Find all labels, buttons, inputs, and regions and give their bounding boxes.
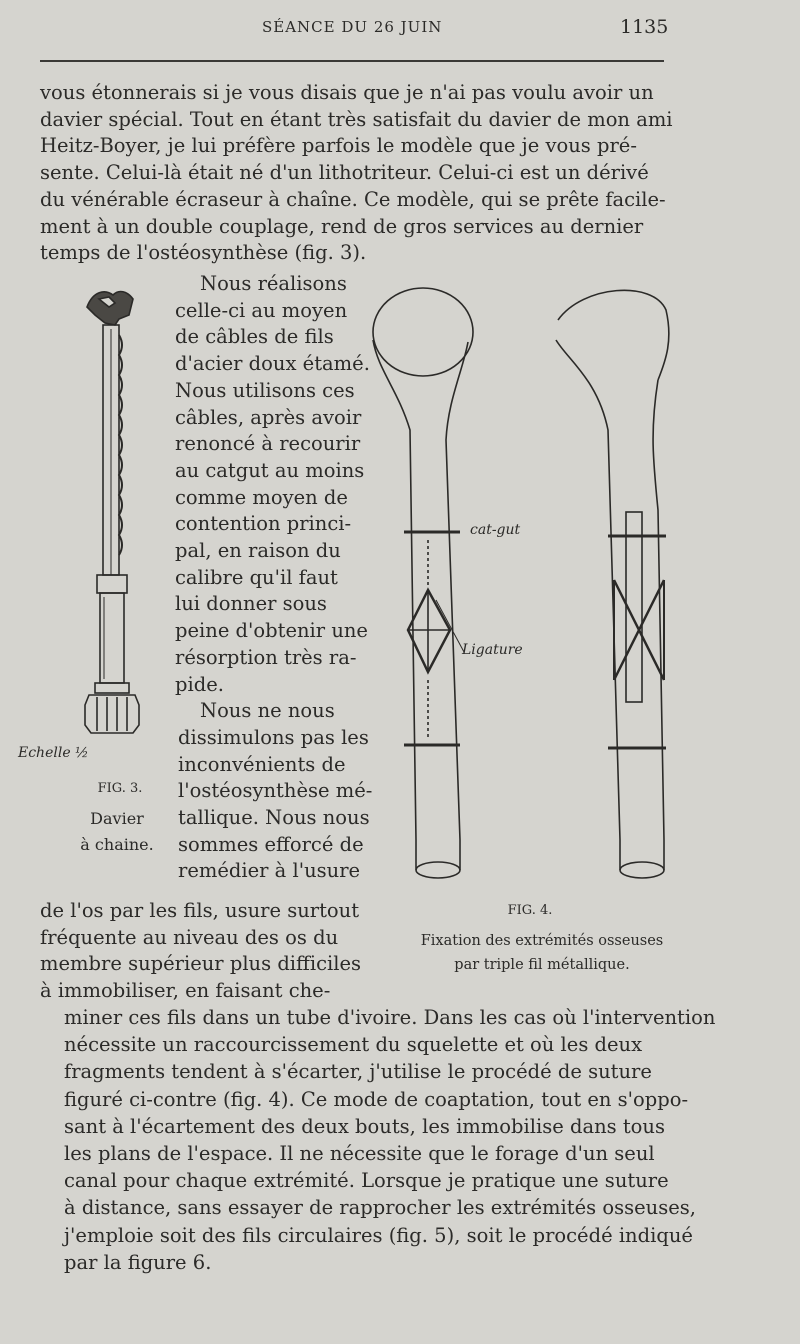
header-rule [40, 60, 664, 62]
fig4-caption-line1: Fixation des extrémités osseuses [420, 933, 664, 949]
figure-3-davier-illustration [75, 285, 165, 735]
text-line: Nous utilisons ces [175, 378, 355, 402]
text-line: dissimulons pas les [178, 725, 369, 749]
text-line: canal pour chaque extrémité. Lorsque je pratique une suture [64, 1169, 669, 1193]
fig3-caption-line2: à chaine. [80, 835, 154, 854]
text-line: davier spécial. Tout en étant très satisfait du davier de mon ami [40, 107, 673, 131]
text-line: Nous réalisons [200, 272, 347, 295]
text-line: celle-ci au moyen [175, 298, 348, 322]
text-line: de l'os par les fils, usure surtout [40, 899, 360, 922]
text-line: résorption très ra- [175, 645, 357, 669]
text-line: inconvénients de [178, 752, 346, 776]
fig4-annotation-catgut: cat-gut [470, 522, 521, 538]
text-line: nécessite un raccourcissement du squelette et où les deux [64, 1033, 643, 1057]
text-line: fréquente au niveau des os du [40, 925, 339, 949]
text-line: les plans de l'espace. Il ne nécessite que le forage d'un seul [64, 1142, 655, 1165]
text-line: de câbles de fils [175, 325, 334, 349]
text-line: ment à un double couplage, rend de gros services au dernier [40, 214, 644, 238]
text-line: l'ostéosynthèse mé- [178, 779, 373, 803]
fig3-caption-line1: Davier [90, 809, 144, 828]
text-line: du vénérable écraseur à chaîne. Ce modèle, qui se prête facile- [40, 187, 666, 211]
text-line: j'emploie soit des fils circulaires (fig. 5), soit le procédé indiqué [64, 1223, 693, 1247]
text-line: tallique. Nous nous [178, 806, 370, 829]
text-line: membre supérieur plus difficiles [40, 952, 362, 976]
text-line: d'acier doux étamé. [175, 352, 370, 376]
text-line: miner ces fils dans un tube d'ivoire. Dans les cas où l'intervention [64, 1006, 716, 1029]
text-line: temps de l'ostéosynthèse (fig. 3). [40, 241, 367, 265]
text-line: peine d'obtenir une [175, 619, 368, 643]
text-line: figuré ci-contre (fig. 4). Ce mode de coaptation, tout en s'oppo- [64, 1087, 689, 1111]
text-line: par la figure 6. [64, 1250, 212, 1274]
page-number: 1135 [620, 16, 669, 38]
text-line: sommes efforcé de [178, 832, 364, 856]
figure-4-bone-illustration [368, 280, 688, 900]
text-line: fragments tendent à s'écarter, j'utilise le procédé de suture [64, 1060, 652, 1084]
running-header: SÉANCE DU 26 JUIN [262, 18, 443, 36]
text-line: pide. [175, 672, 224, 696]
fig4-label: FIG. 4. [507, 903, 553, 918]
text-line: contention princi- [175, 512, 352, 536]
fig3-label: FIG. 3. [97, 781, 143, 796]
text-line: au catgut au moins [175, 458, 365, 482]
text-line: vous étonnerais si je vous disais que je n'ai pas voulu avoir un [40, 81, 654, 104]
text-line: renoncé à recourir [175, 432, 361, 456]
text-line: à immobiliser, en faisant che- [40, 979, 331, 1003]
text-line: câbles, après avoir [175, 405, 362, 429]
fig4-caption-line2: par triple fil métallique. [454, 957, 630, 973]
fig3-scale-note: Echelle ½ [18, 745, 89, 761]
text-line: Heitz-Boyer, je lui préfère parfois le modèle que je vous pré- [40, 134, 637, 158]
text-line: sente. Celui-là était né d'un lithotriteur. Celui-ci est un dérivé [40, 161, 649, 185]
text-line: sant à l'écartement des deux bouts, les immobilise dans tous [64, 1114, 665, 1138]
text-line: Nous ne nous [200, 699, 335, 723]
text-line: lui donner sous [175, 592, 327, 616]
text-line: remédier à l'usure [178, 859, 361, 883]
fig4-annotation-ligature: Ligature [462, 642, 523, 658]
text-line: pal, en raison du [175, 539, 341, 562]
text-line: à distance, sans essayer de rapprocher les extrémités osseuses, [64, 1196, 696, 1220]
text-line: comme moyen de [175, 485, 348, 509]
text-line: calibre qu'il faut [175, 565, 338, 589]
